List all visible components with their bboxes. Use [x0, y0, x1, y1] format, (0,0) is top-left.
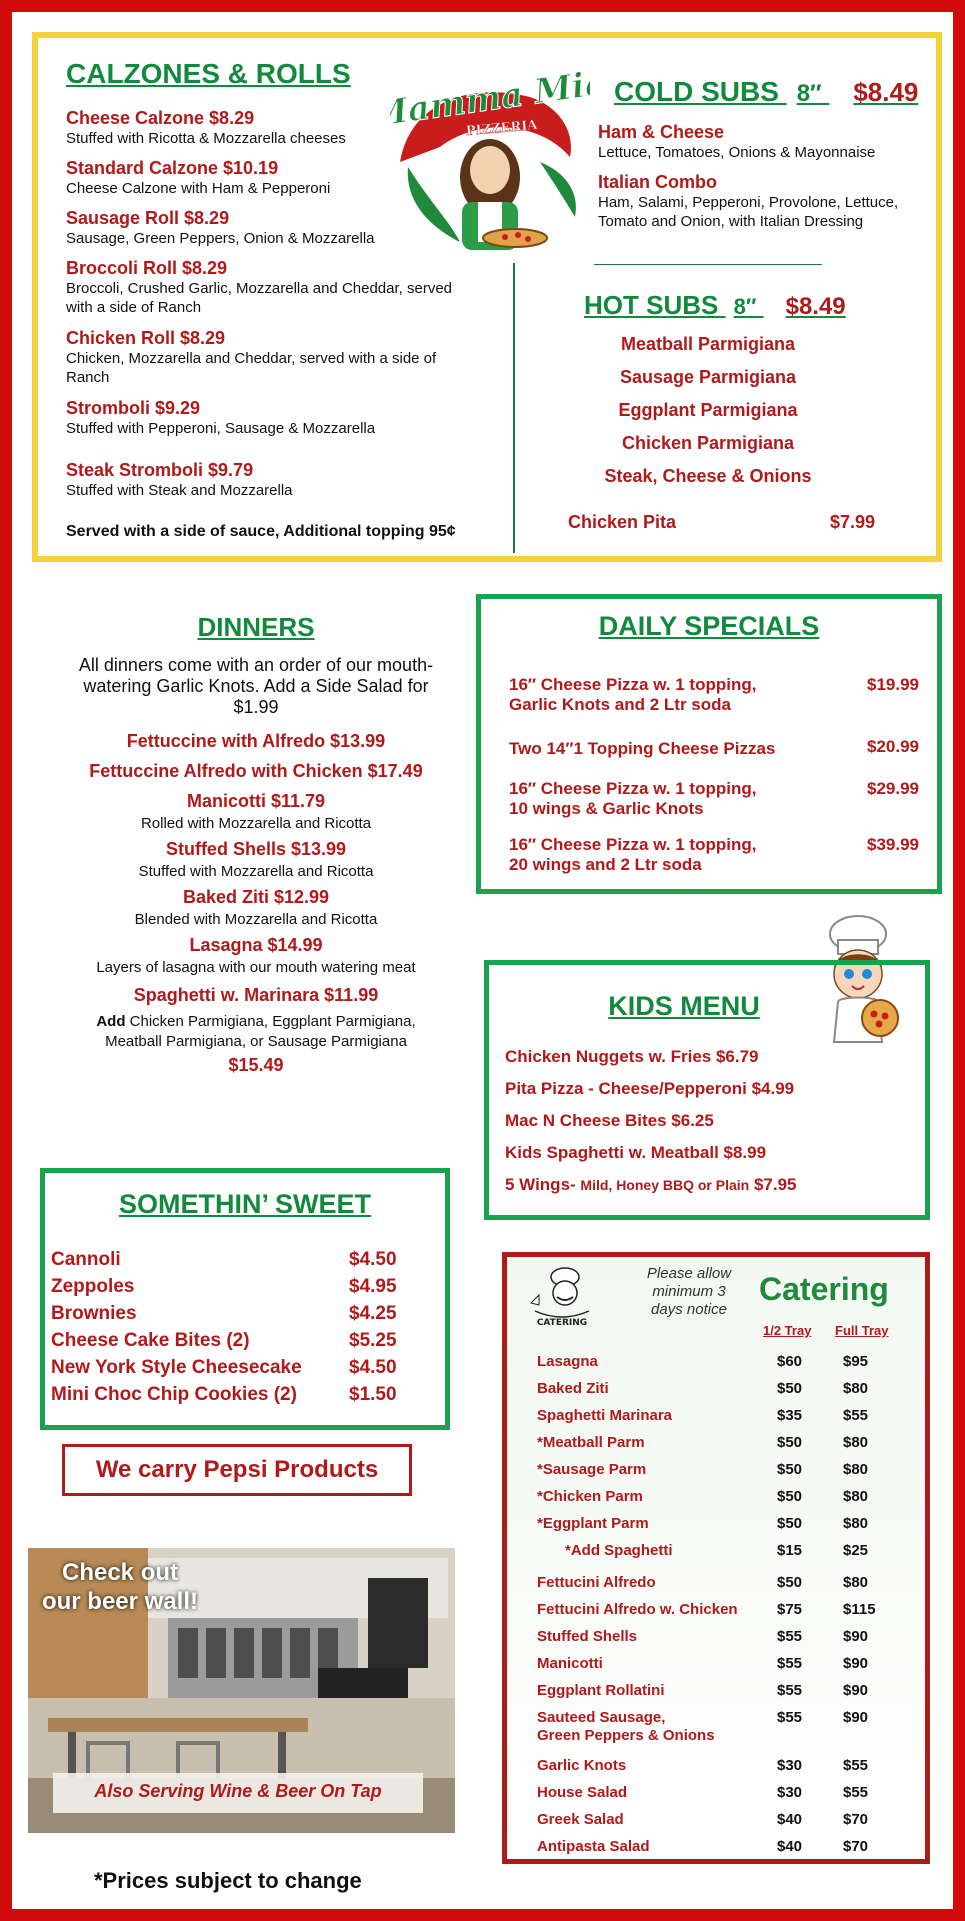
- hot-subs-price: $8.49: [785, 293, 846, 320]
- dessert-price: $4.25: [349, 1303, 397, 1324]
- catering-row: [537, 1838, 907, 1855]
- catering-half-price: $55: [777, 1628, 803, 1645]
- catering-half-price: $50: [777, 1515, 803, 1532]
- catering-half-price: $40: [777, 1811, 803, 1828]
- dinner-name: Fettuccine Alfredo with Chicken $17.49: [89, 761, 423, 781]
- catering-half-price: $50: [777, 1380, 803, 1397]
- catering-item-name: *Meatball Parm: [537, 1434, 645, 1451]
- item-desc: Broccoli, Crushed Garlic, Mozzarella and Cheddar, served with a side of Ranch: [66, 280, 453, 316]
- catering-row: [537, 1628, 907, 1645]
- dessert-name: Cheese Cake Bites (2): [51, 1330, 250, 1351]
- catering-row: [537, 1757, 907, 1774]
- calzones-title: CALZONES & ROLLS: [66, 58, 351, 89]
- dessert-row: [51, 1384, 411, 1406]
- dessert-row: [51, 1330, 411, 1352]
- item-name: Italian Combo: [598, 172, 718, 192]
- pepsi-notice: We carry Pepsi Products: [62, 1444, 412, 1496]
- catering-half-price: $60: [777, 1353, 803, 1370]
- catering-row: [537, 1461, 907, 1478]
- hot-subs-size: 8″: [733, 294, 757, 319]
- catering-badge-text: CATERING: [536, 1318, 588, 1328]
- catering-half-price: $50: [777, 1488, 803, 1505]
- item-desc: Cheese Calzone with Ham & Pepperoni: [66, 180, 331, 197]
- dinner-desc: Stuffed with Mozzarella and Ricotta: [138, 863, 374, 880]
- catering-half-price: $30: [777, 1757, 803, 1774]
- catering-row: [537, 1407, 907, 1424]
- hot-sub-item: Steak, Cheese & Onions: [604, 466, 812, 486]
- calzone-item: [66, 258, 466, 317]
- catering-item-name: Stuffed Shells: [537, 1628, 638, 1645]
- item-name: Chicken Roll $8.29: [66, 328, 226, 348]
- mamma-mia-logo: [390, 52, 590, 252]
- catering-section: [502, 1252, 930, 1864]
- item-desc: Stuffed with Steak and Mozzarella: [66, 482, 293, 499]
- wings-price: $7.95: [753, 1175, 797, 1194]
- catering-item-name: Spaghetti Marinara: [537, 1407, 673, 1424]
- catering-row: [537, 1434, 907, 1451]
- special-row: [509, 739, 919, 759]
- catering-full-price: $115: [843, 1601, 876, 1618]
- dessert-price: $4.50: [349, 1357, 397, 1378]
- calzone-item: [66, 328, 476, 387]
- item-name: Steak Stromboli $9.79: [66, 460, 254, 480]
- catering-row: [537, 1574, 907, 1591]
- cold-sub-item: [598, 122, 938, 162]
- cold-subs-title: [614, 76, 918, 108]
- special-line: 16″ Cheese Pizza w. 1 topping,: [509, 779, 757, 798]
- catering-full-price: $90: [843, 1682, 869, 1699]
- item-desc: Chicken, Mozzarella and Cheddar, served with a side of Ranch: [66, 350, 437, 386]
- item-name: Broccoli Roll $8.29: [66, 258, 228, 278]
- hot-sub-item: Sausage Parmigiana: [619, 367, 797, 387]
- calzone-item: [66, 398, 486, 438]
- dessert-name: Cannoli: [51, 1249, 121, 1270]
- catering-item-name: House Salad: [537, 1784, 628, 1801]
- add-label: Add: [96, 1013, 126, 1030]
- dessert-name: Brownies: [51, 1303, 137, 1324]
- catering-item-name: *Chicken Parm: [537, 1488, 643, 1505]
- special-row: [509, 779, 919, 819]
- daily-specials-title: DAILY SPECIALS: [598, 611, 820, 641]
- catering-full-price: $90: [843, 1628, 869, 1645]
- catering-item-name: Sauteed Sausage,: [537, 1709, 666, 1726]
- hot-sub-item: Chicken Parmigiana: [621, 433, 795, 453]
- add-price: $15.49: [228, 1055, 284, 1075]
- kids-item: Chicken Nuggets w. Fries $6.79: [505, 1047, 759, 1066]
- catering-row: [537, 1515, 907, 1532]
- hot-subs-title-text: HOT SUBS: [584, 290, 719, 320]
- catering-item-name: *Sausage Parm: [537, 1461, 647, 1478]
- desserts-title: SOMETHIN’ SWEET: [118, 1189, 372, 1219]
- catering-full-price: $90: [843, 1655, 869, 1672]
- special-line: 20 wings and 2 Ltr soda: [509, 855, 702, 874]
- wings-label: 5 Wings-: [505, 1175, 576, 1194]
- item-desc: Stuffed with Pepperoni, Sausage & Mozzarella: [66, 420, 376, 437]
- top-section-box: [32, 32, 942, 562]
- item-name: Ham & Cheese: [598, 122, 725, 142]
- catering-half-price: $55: [777, 1682, 803, 1699]
- cold-subs-size: 8″: [796, 80, 822, 107]
- special-price: $39.99: [867, 835, 919, 854]
- catering-row: [537, 1601, 907, 1618]
- dessert-row: [51, 1276, 411, 1298]
- chicken-pita-price: $7.99: [830, 512, 876, 532]
- hot-subs-title: [584, 290, 846, 321]
- item-name: Standard Calzone $10.19: [66, 158, 279, 178]
- wine-beer-banner: Also Serving Wine & Beer On Tap: [94, 1781, 382, 1801]
- catering-half-price: $50: [777, 1461, 803, 1478]
- dinner-name: Manicotti $11.79: [186, 791, 326, 811]
- prices-disclaimer: *Prices subject to change: [94, 1868, 362, 1893]
- catering-full-price: $80: [843, 1434, 869, 1451]
- logo-text-2: PIZZERIA: [465, 117, 539, 140]
- dessert-row: [51, 1303, 411, 1325]
- cold-subs-price: $8.49: [853, 77, 919, 107]
- item-desc: Sausage, Green Peppers, Onion & Mozzarella: [66, 230, 375, 247]
- dessert-row: [51, 1357, 411, 1379]
- catering-item-name: Baked Ziti: [537, 1380, 609, 1397]
- dessert-price: $4.50: [349, 1249, 397, 1270]
- catering-item-name: Greek Salad: [537, 1811, 624, 1828]
- wings-options: Mild, Honey BBQ or Plain: [580, 1177, 750, 1193]
- catering-row: [537, 1353, 907, 1370]
- catering-item-name: Manicotti: [537, 1655, 603, 1672]
- divider: [594, 264, 822, 265]
- dinners-title: DINNERS: [197, 612, 315, 642]
- catering-row: [537, 1542, 907, 1559]
- catering-full-price: $55: [843, 1784, 869, 1801]
- dinner-name: Lasagna $14.99: [189, 935, 323, 955]
- item-desc: Lettuce, Tomatoes, Onions & Mayonnaise: [598, 144, 876, 161]
- catering-row: [537, 1682, 907, 1699]
- special-row: [509, 835, 919, 875]
- full-tray-header: Full Tray: [835, 1323, 889, 1338]
- dessert-price: $4.95: [349, 1276, 397, 1297]
- half-tray-header: 1/2 Tray: [763, 1323, 812, 1338]
- kids-item: Mac N Cheese Bites $6.25: [505, 1111, 714, 1130]
- catering-chef-icon: [527, 1265, 597, 1329]
- catering-full-price: $55: [843, 1407, 869, 1424]
- pizzeria-logo-icon: [390, 52, 590, 252]
- dinner-name: Spaghetti w. Marinara $11.99: [133, 985, 379, 1005]
- catering-full-price: $90: [843, 1709, 869, 1726]
- dinner-name: Baked Ziti $12.99: [182, 887, 330, 907]
- catering-row: [537, 1709, 907, 1745]
- dessert-name: New York Style Cheesecake: [51, 1357, 302, 1378]
- dinner-name: Fettuccine with Alfredo $13.99: [126, 731, 386, 751]
- kids-item: Kids Spaghetti w. Meatball $8.99: [505, 1143, 767, 1162]
- catering-item-name: Antipasta Salad: [537, 1838, 650, 1855]
- dinner-desc: Rolled with Mozzarella and Ricotta: [140, 815, 372, 832]
- calzone-item: [66, 460, 486, 500]
- catering-row: [537, 1811, 907, 1828]
- catering-half-price: $55: [777, 1709, 803, 1726]
- catering-row: [537, 1380, 907, 1397]
- cold-subs-title-text: COLD SUBS: [614, 76, 779, 107]
- dinner-desc: Blended with Mozzarella and Ricotta: [134, 911, 378, 928]
- special-line: 10 wings & Garlic Knots: [509, 799, 704, 818]
- dessert-name: Zeppoles: [51, 1276, 135, 1297]
- hot-sub-item: Eggplant Parmigiana: [618, 400, 798, 420]
- special-price: $19.99: [867, 675, 919, 694]
- catering-half-price: $50: [777, 1574, 803, 1591]
- beer-wall-headline: Check out our beer wall!: [41, 1559, 199, 1615]
- item-name: Cheese Calzone $8.29: [66, 108, 255, 128]
- special-price: $20.99: [867, 737, 919, 756]
- catering-half-price: $50: [777, 1434, 803, 1451]
- catering-full-price: $25: [843, 1542, 869, 1559]
- catering-notice: Please allow minimum 3 days notice: [646, 1265, 732, 1318]
- catering-half-price: $40: [777, 1838, 803, 1855]
- catering-half-price: $15: [777, 1542, 803, 1559]
- desserts-section: [40, 1168, 450, 1430]
- item-name: Sausage Roll $8.29: [66, 208, 230, 228]
- dinner-desc: Layers of lasagna with our mouth watering meat: [96, 959, 416, 976]
- catering-half-price: $35: [777, 1407, 803, 1424]
- hot-sub-item: Meatball Parmigiana: [620, 334, 796, 354]
- special-line: 16″ Cheese Pizza w. 1 topping,: [509, 835, 757, 854]
- catering-row: [537, 1784, 907, 1801]
- kids-menu-section: [484, 960, 930, 1220]
- catering-item-name: *Add Spaghetti: [565, 1542, 673, 1559]
- kids-item: Pita Pizza - Cheese/Pepperoni $4.99: [505, 1079, 795, 1098]
- calzones-note: Served with a side of sauce, Additional topping 95¢: [66, 523, 456, 540]
- catering-full-price: $80: [843, 1574, 869, 1591]
- dinners-section: [36, 612, 476, 1078]
- catering-item-name: Fettucini Alfredo w. Chicken: [537, 1601, 738, 1618]
- catering-item-name-2: Green Peppers & Onions: [537, 1727, 715, 1744]
- logo-text-1: Mamma Mia: [390, 62, 590, 136]
- chicken-pita-name: Chicken Pita: [568, 512, 677, 532]
- item-desc: Stuffed with Ricotta & Mozzarella cheeses: [66, 130, 346, 147]
- catering-half-price: $55: [777, 1655, 803, 1672]
- catering-title: Catering: [759, 1271, 889, 1307]
- dessert-price: $1.50: [349, 1384, 397, 1405]
- catering-full-price: $70: [843, 1838, 869, 1855]
- daily-specials-section: [476, 594, 942, 894]
- catering-item-name: Fettucini Alfredo: [537, 1574, 656, 1591]
- item-name: Stromboli $9.29: [66, 398, 201, 418]
- catering-item-name: Garlic Knots: [537, 1757, 627, 1774]
- add-options: Chicken Parmigiana, Eggplant Parmigiana, Meatball Parmigiana, or Sausage Parmigiana: [105, 1013, 416, 1050]
- catering-full-price: $80: [843, 1515, 869, 1532]
- kids-item-wings: [505, 1175, 797, 1195]
- special-price: $29.99: [867, 779, 919, 798]
- special-line: Two 14″1 Topping Cheese Pizzas: [509, 739, 776, 758]
- dinner-name: Stuffed Shells $13.99: [165, 839, 347, 859]
- catering-item-name: Eggplant Rollatini: [537, 1682, 665, 1699]
- catering-full-price: $80: [843, 1380, 869, 1397]
- special-line: Garlic Knots and 2 Ltr soda: [509, 695, 731, 714]
- catering-half-price: $75: [777, 1601, 803, 1618]
- divider: [513, 263, 515, 553]
- dessert-name: Mini Choc Chip Cookies (2): [51, 1384, 297, 1405]
- dinner-add-text: [36, 1012, 476, 1052]
- kids-menu-title: KIDS MENU: [608, 991, 760, 1021]
- dinners-intro: All dinners come with an order of our mouth-watering Garlic Knots. Add a Side Salad for $1.99: [78, 655, 434, 717]
- cold-sub-item: [598, 172, 938, 231]
- catering-row: [537, 1488, 907, 1505]
- catering-item-name: *Eggplant Parm: [537, 1515, 649, 1532]
- special-line: 16″ Cheese Pizza w. 1 topping,: [509, 675, 757, 694]
- catering-full-price: $55: [843, 1757, 869, 1774]
- catering-full-price: $80: [843, 1461, 869, 1478]
- catering-full-price: $80: [843, 1488, 869, 1505]
- catering-row: [537, 1655, 907, 1672]
- dessert-row: [51, 1249, 411, 1271]
- catering-full-price: $70: [843, 1811, 869, 1828]
- special-row: [509, 675, 919, 715]
- catering-half-price: $30: [777, 1784, 803, 1801]
- item-desc: Ham, Salami, Pepperoni, Provolone, Lettuce, Tomato and Onion, with Italian Dressing: [598, 194, 899, 230]
- dessert-price: $5.25: [349, 1330, 397, 1351]
- catering-item-name: Lasagna: [537, 1353, 598, 1370]
- catering-full-price: $95: [843, 1353, 869, 1370]
- beer-wall-photo: [28, 1548, 455, 1833]
